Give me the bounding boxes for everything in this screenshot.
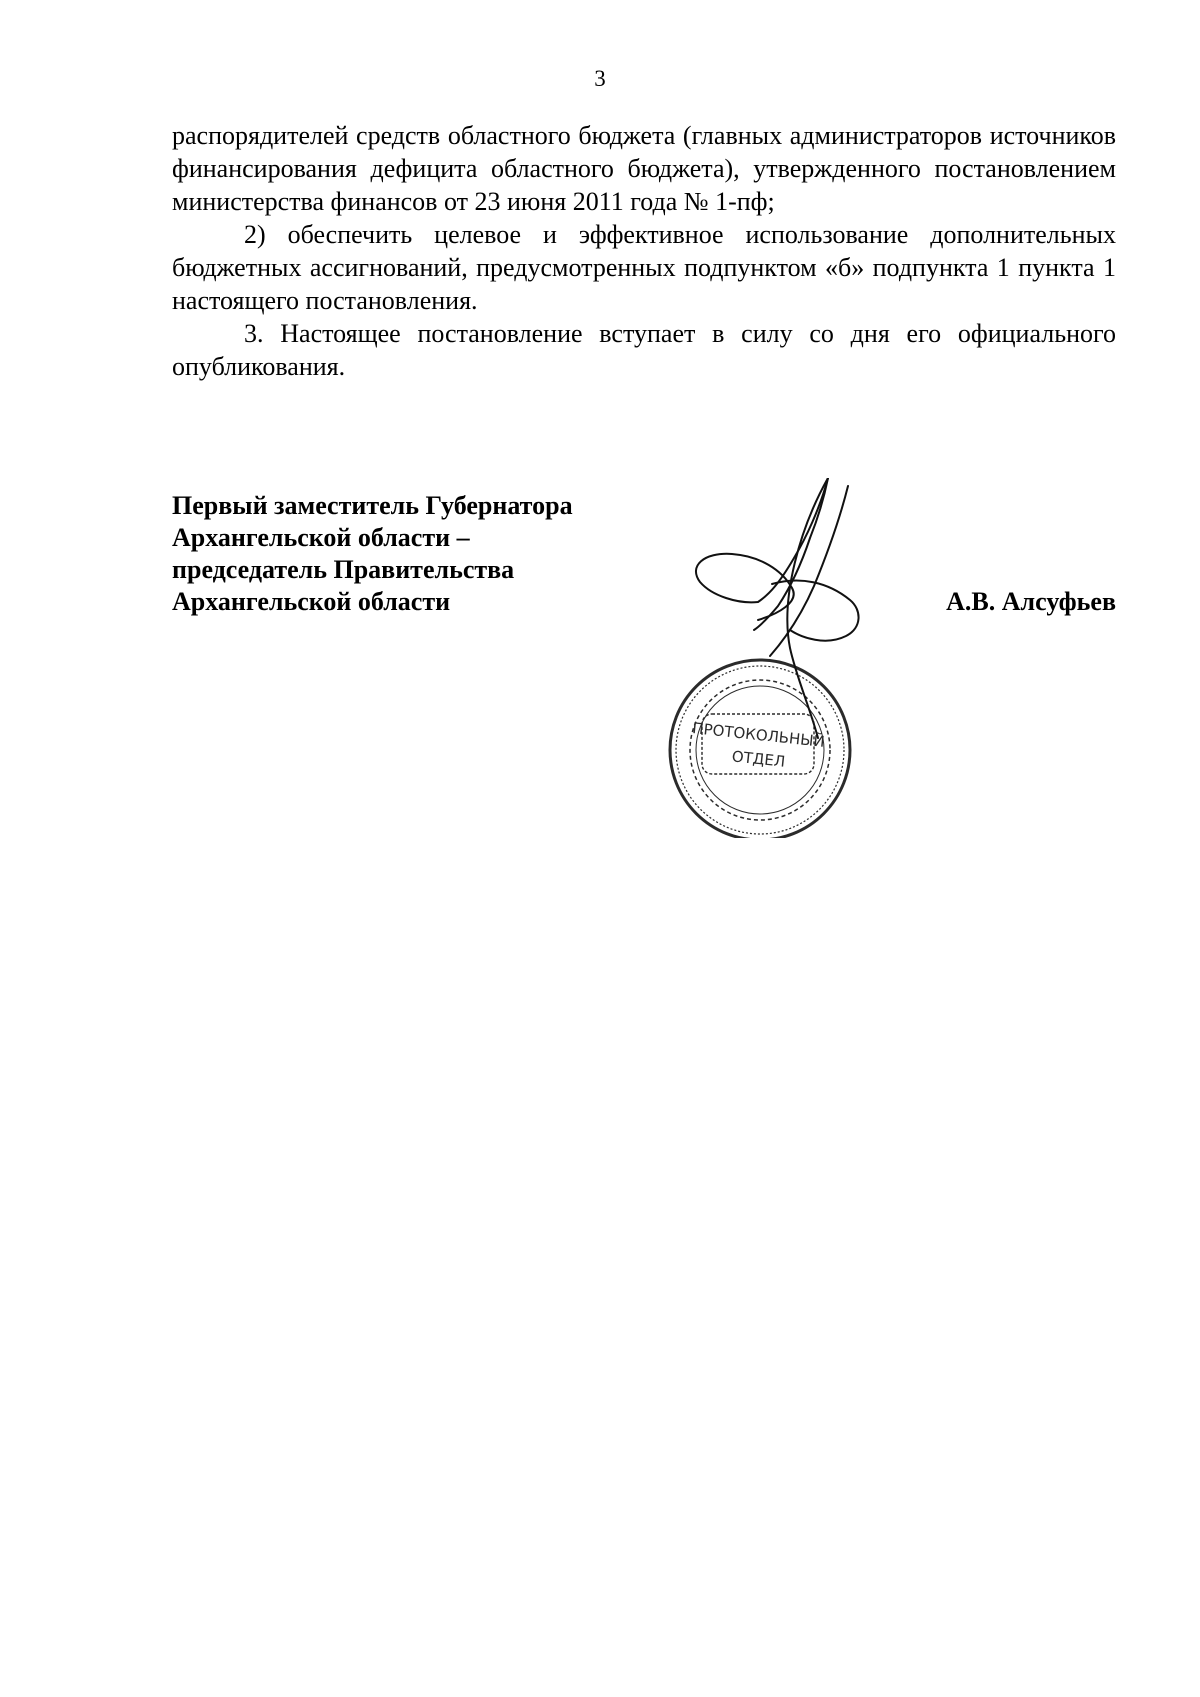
stamp-and-signature — [650, 478, 930, 838]
paragraph-item-3: 3. Настоящее постановление вступает в силу со дня его официального опубликования. — [172, 319, 1116, 381]
signer-position-line: Архангельской области — [172, 587, 451, 616]
stamp-text-line-1: ПРОТОКОЛЬНЫЙ — [691, 719, 826, 751]
signer-position-line: Архангельской области – — [172, 523, 470, 552]
signer-position-line: Первый заместитель Губернатора — [172, 491, 573, 520]
signer-position — [172, 490, 573, 618]
document-body — [172, 119, 1116, 383]
signer-position-line: председатель Правительства — [172, 555, 515, 584]
official-stamp — [670, 660, 850, 838]
page-number: 3 — [594, 66, 606, 91]
paragraph-continuation: распорядителей средств областного бюджета (главных администраторов источников финансирования дефицита областного бюджета), утвержденного постановлением министерства финансов от 23 июня 2011 года № 1-пф; — [172, 121, 1116, 216]
paragraph-item-2: 2) обеспечить целевое и эффективное использование дополнительных бюджетных ассигнований, предусмотренных подпунктом «б» подпункта 1 пункта 1 настоящего постановления. — [172, 220, 1116, 315]
stamp-text-line-2: ОТДЕЛ — [731, 747, 787, 771]
signer-name: А.В. Алсуфьев — [946, 587, 1116, 616]
